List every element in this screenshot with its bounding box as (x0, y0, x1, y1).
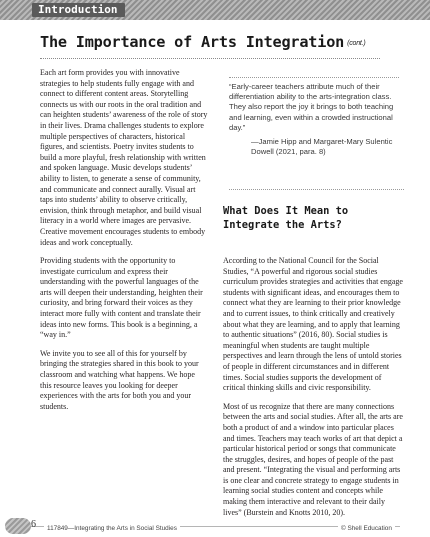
body-paragraph: According to the National Council for the Social Studies, “A powerful and rigorous social studies curriculum provides strategies and activities that engage students with significant ideas, and encourages them to connect what they are learning to their prior knowledge and to current issues, to think critically and creatively about what they are learning, and to apply that learning to authentic situations” (2016, 80). Social studies is meaningful when students are taught multiple perspectives and learn through the lens of untold stories of people in different circumstances and in different times. Social studies supports the development of critical thinking skills and civic responsibility. (223, 256, 403, 393)
pull-quote (229, 77, 399, 157)
right-column (223, 256, 404, 526)
page-number-badge (5, 518, 31, 534)
title-divider (40, 58, 380, 59)
quote-divider (229, 189, 404, 190)
section-tab: Introduction (32, 3, 125, 17)
section-heading: What Does It Mean to Integrate the Arts? (223, 205, 349, 231)
pull-quote-attribution: —Jamie Hipp and Margaret-Mary Sulentic Dowell (2021, para. 8) (251, 137, 393, 157)
page-footer (0, 516, 430, 537)
page-number: 6 (31, 519, 36, 530)
page-title-text: The Importance of Arts Integration (40, 33, 345, 51)
left-column (40, 68, 208, 420)
header-band (0, 0, 430, 20)
pull-quote-text: “Early-career teachers attribute much of their differentiation ability to the arts-integration class. They also report the joy it brings to both teaching and learning, even within a crowded instructional day.” (229, 82, 394, 132)
body-paragraph: Most of us recognize that there are many connections between the arts and social studies. After all, the arts are both a product of and a window into particular places and times. Teachers may teach works of art that depict a particular historical period or songs that communicate the struggles, desires, and hopes of people of the past and present. “Integrating the visual and performing arts is one clear and concrete strategy to engage students in learning social studies content and concepts while making them interactive and relevant to their daily lives” (Burstein and Knotts 2010, 20). (223, 401, 403, 517)
body-paragraph: We invite you to see all of this for yourself by bringing the strategies shared in this book to your classroom and watching what happens. We hope this resource leaves you looking for deeper experiences with the arts for both you and your students. (40, 348, 199, 411)
body-paragraph: Providing students with the opportunity to investigate curriculum and express their understanding with the powerful languages of the arts will deepen their understanding, heighten their curiosity, and bring forward their voices as they interact more fully with content and translate their ideas into new forms. This book is a beginning, a “way in.” (40, 256, 203, 340)
body-paragraph: Each art form provides you with innovative strategies to help students fully engage with and connect to different content areas. Storytelling connects us with our roots in the oral tradition and can heighten students’ awareness of the role of story in their lives. Drama challenges students to explore multiple perspectives of characters, historical figures, and scientists. Poetry invites students to build a more playful, fresh relationship with written and spoken language. Music develops students’ ability to listen, to generate a sense of community, and communicate and connect aurally. Visual art taps into students’ ability to observe critically, envision, think through metaphor, and build visual literacy in a world where images are pervasive. Creative movement encourages students to embody ideas and work conceptually. (40, 68, 208, 247)
page-title (40, 33, 366, 51)
page-title-suffix: (cont.) (347, 40, 366, 47)
footer-publisher: © Shell Education (338, 525, 395, 533)
footer-book-info: 117849—Integrating the Arts in Social Studies (44, 525, 180, 533)
